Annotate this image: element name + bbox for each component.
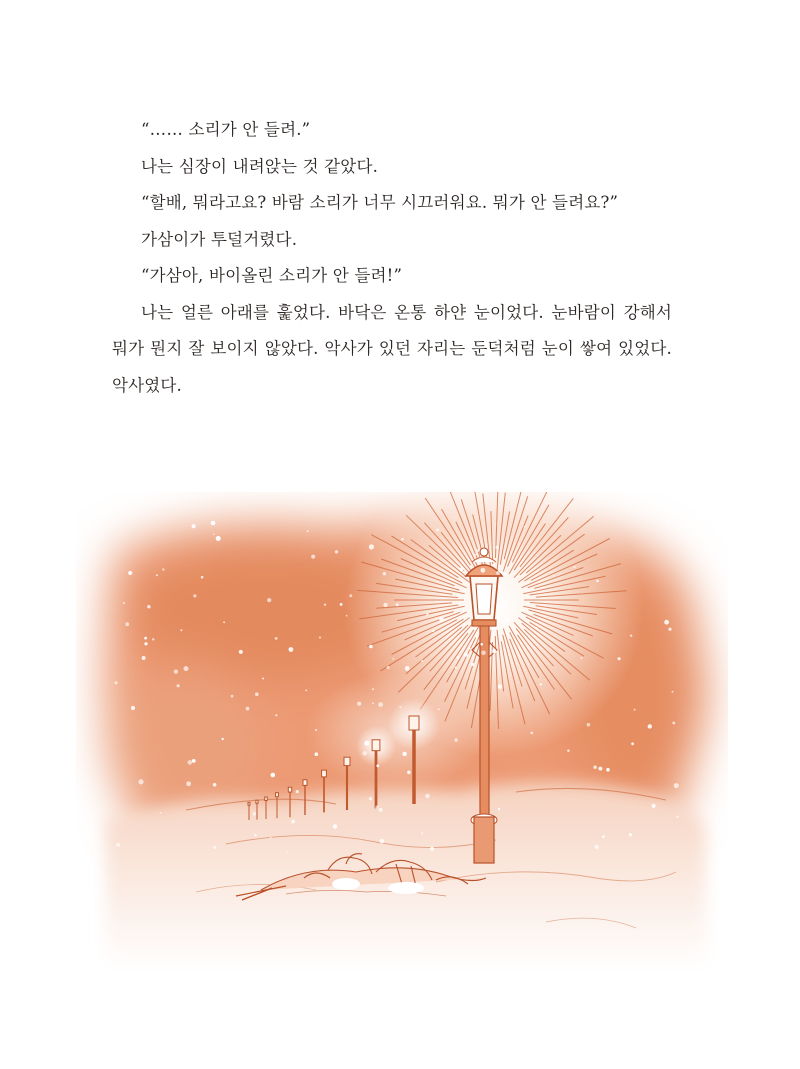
paragraph-3: “할배, 뭐라고요? 바람 소리가 너무 시끄러워요. 뭐가 안 들려요?” bbox=[141, 193, 619, 212]
story-text bbox=[112, 112, 672, 404]
paragraph-2: 나는 심장이 내려앉는 것 같았다. bbox=[141, 156, 379, 176]
illustration-svg bbox=[76, 492, 728, 972]
paragraph-1: “…… 소리가 안 들려.” bbox=[141, 120, 311, 139]
paragraph-6: 나는 얼른 아래를 훑었다. 바닥은 온통 하얀 눈이었다. 눈바람이 강해서 뭐가 뭔지 잘 보이지 않았다. 악사가 있던 자리는 둔덕처럼 눈이 쌓여 있었다. 악사였다. bbox=[112, 302, 672, 395]
snowy-lamppost-illustration bbox=[76, 492, 728, 972]
paragraph-5: “가삼아, 바이올린 소리가 안 들려!” bbox=[141, 266, 403, 285]
paragraph-4: 가삼이가 투덜거렸다. bbox=[141, 229, 298, 249]
